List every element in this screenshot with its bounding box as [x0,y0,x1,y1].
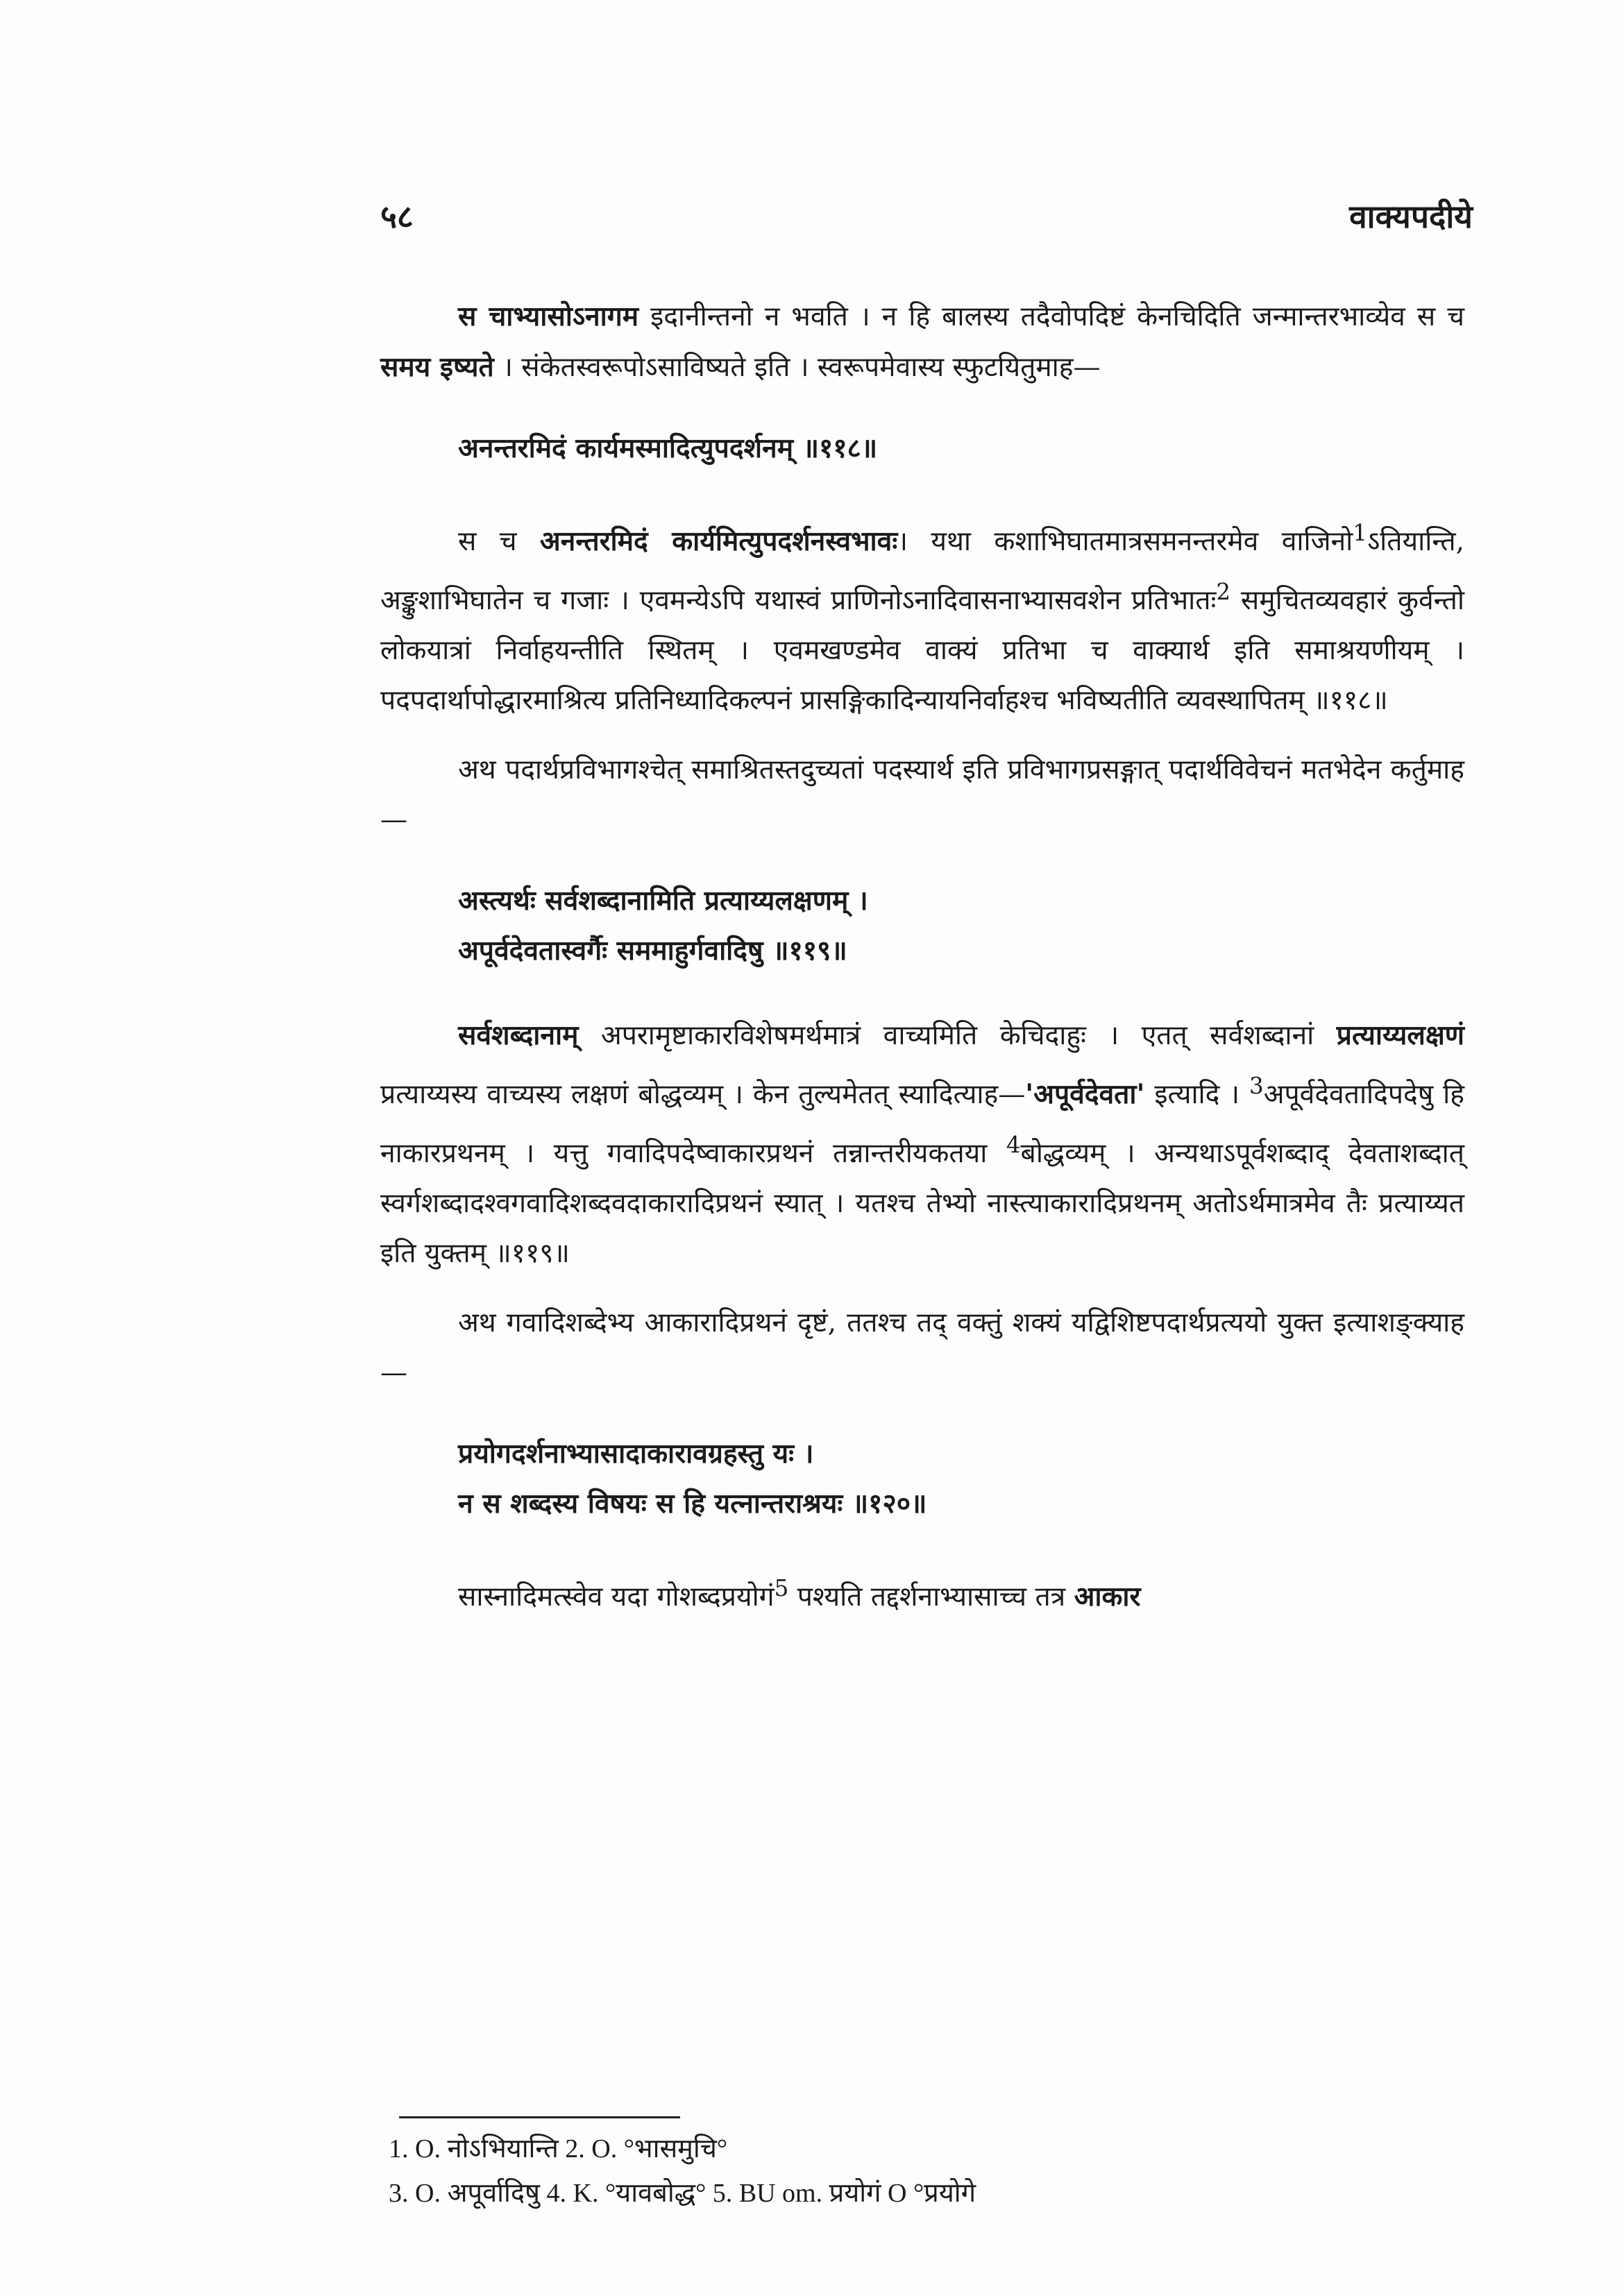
text-run: अपूर्वदेवतादिपदेषु हि नाकारप्रथनम् । यत्तु गवादिपदेष्वाकारप्रथनं तन्नान्तरीयकतया [380,1079,1464,1169]
bold-term: 'अपूर्वदेवता' [1025,1078,1145,1110]
commentary-paragraph-1 [380,291,1464,393]
text-run: स च [458,526,540,557]
verse-line: प्रयोगदर्शनाभ्यासादाकारावग्रहस्तु यः । [458,1438,814,1470]
verse-line: न स शब्दस्य विषयः स हि यत्नान्तराश्रयः ॥१२०॥ [458,1488,927,1520]
footnote-line: 3. O. अपूर्वादिषु 4. K. °यावबोद्ध° 5. BU om. प्रयोगं O °प्रयोगे [389,2179,976,2208]
footnote-line: 1. O. नोऽभियान्ति 2. O. °भासमुचि° [389,2134,728,2163]
footnote-ref: 5 [774,1575,789,1601]
footnote-ref: 3 [1249,1073,1264,1099]
text-run: इत्यादि । [1144,1079,1249,1110]
text-run: पश्यति तद्दर्शनाभ्यासाच्च तत्र [788,1581,1074,1613]
text-run: । यथा कशाभिघातमात्रसमनन्तरमेव वाजिनो [897,526,1353,557]
commentary-paragraph-5: अथ गवादिशब्देभ्य आकारादिप्रथनं दृष्टं, ततश्च तद् वक्तुं शक्यं यद्विशिष्टपदार्थप्रत्ययो युक्त इत्याशङ्क्याह— [380,1307,1464,1388]
verse-119 [458,876,1464,976]
footnote-ref: 2 [1216,579,1231,605]
text-run: सास्नादिमत्स्वेव यदा गोशब्दप्रयोगं [458,1581,775,1613]
commentary-paragraph-2 [380,508,1464,726]
bold-term: समय इष्यते [380,351,494,383]
page-number: ५८ [380,198,414,235]
footnote-divider [399,2116,680,2118]
bold-term: प्रत्याय्यलक्षणं [1336,1019,1464,1051]
commentary-paragraph-6 [380,1563,1464,1622]
bold-term: अनन्तरमिदं कार्यमित्युपदर्शनस्वभावः [539,525,898,557]
bold-term: आकार [1074,1581,1141,1613]
bold-term: स चाभ्यासोऽनागम [458,300,639,332]
footnote-ref: 4 [1006,1132,1021,1158]
verse-118 [458,423,1464,473]
text-run: । संकेतस्वरूपोऽसाविष्यते इति । स्वरूपमेवास्य स्फुटयितुमाह— [493,352,1101,383]
footnote-ref: 1 [1353,520,1367,546]
main-text [380,291,1464,1642]
verse-120 [458,1429,1464,1529]
text-run: इदानीन्तनो न भवति । न हि बालस्य तदैवोपदिष्टं केनचिदिति जन्मान्तरभाव्येव स च [638,301,1464,332]
text-run: समुचितव्यवहारं कुर्वन्तो लोकयात्रां निर्वाहयन्तीति स्थितम् । एवमखण्डमेव वाक्यं प्रतिभा च वाक्यार्थ इति समाश्रयणीयम् । पदपदार्थापोद्धारमाश्रित्य प्रतिनिध्यादिकल्पनं प्रासङ्गिकादिन्यायनिर्वाहश्च भविष्यतीति व्यवस्थापितम् ॥११८॥ [380,585,1464,716]
running-header-title: वाक्यपदीये [1349,198,1473,235]
text-run: ऽतियान्ति, अङ्कुशाभिघातेन च गजाः । एवमन्येऽपि यथास्वं प्राणिनोऽनादिवासनाभ्यासवशेन प्रतिभातः [380,526,1464,616]
text-run: अपरामृष्टाकारविशेषमर्थमात्रं वाच्यमिति केचिदाहुः । एतत् सर्वशब्दानां [578,1020,1337,1051]
commentary-paragraph-4 [380,1010,1464,1279]
commentary-paragraph-3: अथ पदार्थप्रविभागश्चेत् समाश्रितस्तदुच्यतां पदस्यार्थ इति प्रविभागप्रसङ्गात् पदार्थविवेचनं मतभेदेन कर्तुमाह— [380,754,1464,835]
verse-line: अनन्तरमिदं कार्यमस्मादित्युपदर्शनम् ॥११८॥ [458,432,878,464]
verse-line: अस्त्यर्थः सर्वशब्दानामिति प्रत्याय्यलक्षणम् । [458,885,868,917]
bold-term: सर्वशब्दानाम् [458,1019,579,1051]
footnotes [389,2127,1471,2216]
text-run: बोद्धव्यम् । अन्यथाऽपूर्वशब्दाद् देवताशब्दात् स्वर्गशब्दादश्वगवादिशब्दवदाकारादिप्रथनं स्यात् । यतश्च तेभ्यो नास्त्याकारादिप्रथनम् अतोऽर्थमात्रमेव तैः प्रत्याय्यत इति युक्तम् ॥११९॥ [380,1138,1464,1269]
verse-line: अपूर्वदेवतास्वर्गैः सममाहुर्गवादिषु ॥११९॥ [458,935,847,967]
text-run: प्रत्याय्यस्य वाच्यस्य लक्षणं बोद्धव्यम् । केन तुल्यमेतत् स्यादित्याह— [380,1079,1026,1110]
